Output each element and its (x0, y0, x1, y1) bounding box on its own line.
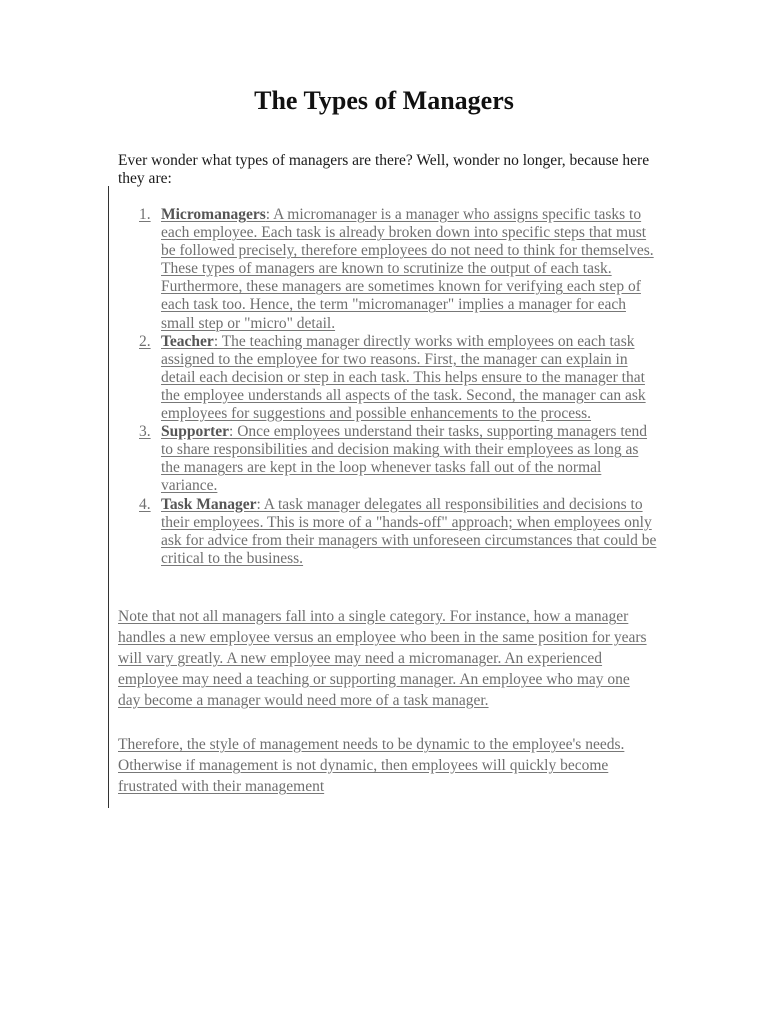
list-description: : A micromanager is a manager who assigns specific tasks to each employee. Each task is already broken down into specific steps that must be followed precisely, therefore employees do not need to think for themselves. These types of managers are known to scrutinize the output of each task. Furthermore, these managers are sometimes known for verifying each step of each task too. Hence, the term "micromanager" implies a manager for each small step or "micro" detail. (161, 206, 654, 332)
list-item-task-manager (118, 496, 658, 568)
conclusion-paragraph (118, 734, 648, 797)
conclusion-text: Therefore, the style of management needs to be dynamic to the employee's needs. Otherwise if management is not dynamic, then employees will quickly become frustrated with their management (118, 736, 625, 795)
list-number: 3. (139, 423, 151, 441)
list-number: 4. (139, 495, 151, 513)
list-term: Supporter (161, 423, 230, 441)
document-title: The Types of Managers (254, 86, 514, 115)
note-paragraph (118, 606, 648, 711)
list-item-micromanagers (118, 206, 658, 333)
manager-types-list (118, 206, 658, 568)
list-item-supporter (118, 423, 658, 495)
list-number: 2. (139, 332, 151, 350)
intro-paragraph: Ever wonder what types of managers are there? Well, wonder no longer, because here they are: (118, 152, 650, 187)
tracked-change-bar (108, 186, 109, 808)
list-description: : The teaching manager directly works with employees on each task assigned to the employee for two reasons. First, the manager can explain in detail each decision or step in each task. This helps ensure to the manager that the employee understands all aspects of the task. Second, the manager can ask employees for suggestions and possible enhancements to the process. (161, 332, 646, 423)
list-term: Teacher (161, 332, 214, 350)
list-description: : A task manager delegates all responsibilities and decisions to their employees. This is more of a "hands-off" approach; when employees only ask for advice from their managers with unforeseen circumstances that could be critical to the business. (161, 495, 657, 567)
list-item-teacher (118, 333, 658, 423)
list-description: : Once employees understand their tasks, supporting managers tend to share responsibilities and decision making with their employees as long as the managers are kept in the loop whenever tasks fall out of the normal variance. (161, 423, 648, 495)
list-term: Micromanagers (161, 206, 266, 223)
list-term: Task Manager (161, 495, 257, 513)
list-number: 1. (139, 206, 151, 223)
note-text: Note that not all managers fall into a single category. For instance, how a manager handles a new employee versus an employee who been in the same position for years will vary greatly. A new employee may need a micromanager. An experienced employee may need a teaching or supporting manager. An employee who may one day become a manager would need more of a task manager. (118, 608, 647, 709)
